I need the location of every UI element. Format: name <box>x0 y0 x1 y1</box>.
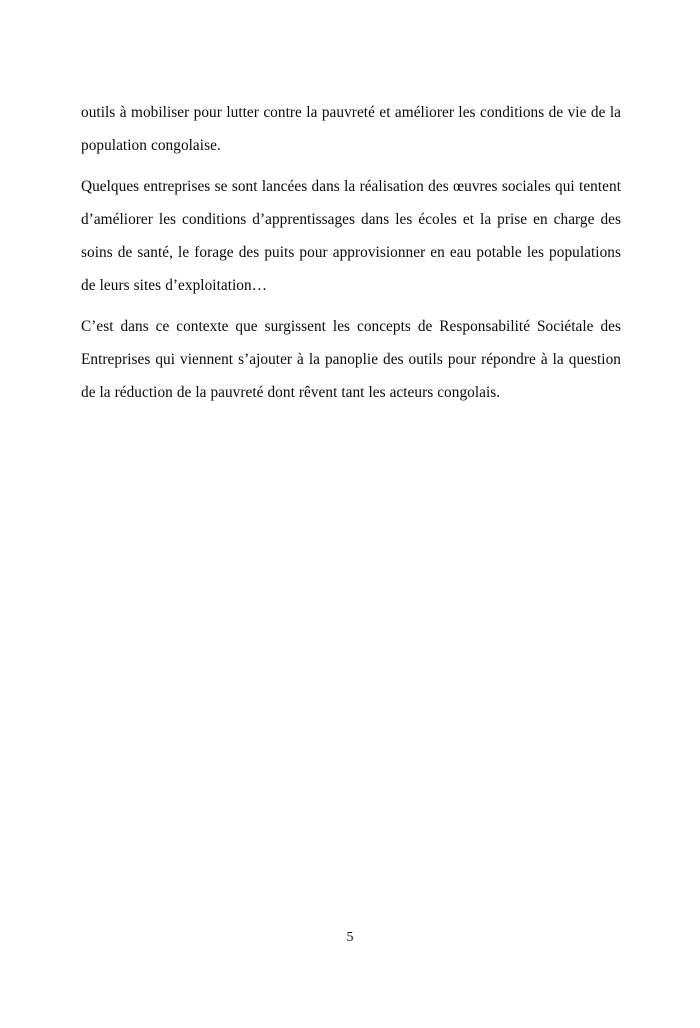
page-footer <box>0 928 700 946</box>
paragraph-entreprises: Quelques entreprises se sont lancées dans la réalisation des œuvres sociales qui tentent d’améliorer les conditions d’apprentissages dans les écoles et la prise en charge des soins de santé, le forage des puits pour approvisionner en eau potable les populations de leurs sites d’exploitation… <box>81 178 621 294</box>
page-number: 5 <box>346 930 354 945</box>
page-body <box>81 96 621 409</box>
paragraph-rse: C’est dans ce contexte que surgissent les concepts de Responsabilité Sociétale des Entreprises qui viennent s’ajouter à la panoplie des outils pour répondre à la question de la réduction de la pauvreté dont rêvent tant les acteurs congolais. <box>81 318 621 401</box>
paragraph-continued: outils à mobiliser pour lutter contre la pauvreté et améliorer les conditions de vie de la population congolaise. <box>81 104 621 154</box>
